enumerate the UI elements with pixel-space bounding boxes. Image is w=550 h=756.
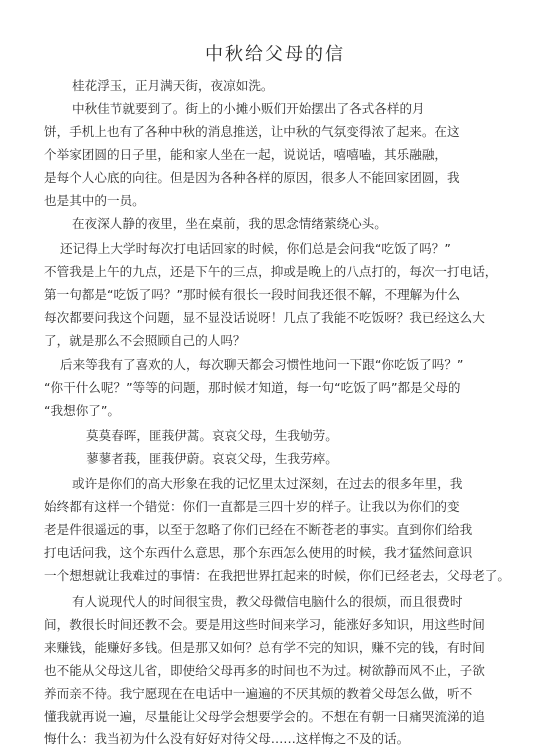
letter-line: 有人说现代人的时间很宝贵，教父母微信电脑什么的很烦，而且很费时 — [72, 594, 463, 609]
letter-line: 养而亲不待。我宁愿现在在电话中一遍遍的不厌其烦的教着父母怎么做，听不 — [44, 686, 473, 701]
letter-line: “你干什么呢？”等等的问题，那时候才知道，每一句“吃饭了吗”都是父母的 — [44, 380, 461, 395]
letter-line: 蓼蓼者莪，匪莪伊蔚。哀哀父母，生我劳瘁。 — [86, 451, 338, 466]
letter-line: 一个想想就让我难过的事情：在我把世界扛起来的时候，你们已经老去，父母老了。 — [44, 568, 510, 583]
letter-line: “我想你了”。 — [44, 403, 121, 418]
letter-line: 懂我就再说一遍，尽量能让父母学会想要学会的。不想在有朝一日痛哭流涕的追 — [44, 709, 485, 724]
letter-line: 了，就是那么不会照顾自己的人吗？ — [44, 333, 246, 348]
letter-line: 也是其中的一员。 — [44, 193, 145, 208]
letter-line: 是每个人心底的向往。但是因为各种各样的原因，很多人不能回家团圆，我 — [44, 170, 460, 185]
letter-line: 每次都要问我这个问题，显不显没话说呀！几点了我能不吃饭呀？我已经这么大 — [44, 310, 485, 325]
letter-line: 打电话问我，这个东西什么意思，那个东西怎么使用的时候，我才猛然间意识 — [44, 545, 473, 560]
letter-line: 桂花浮玉，正月满天街，夜凉如洗。 — [72, 78, 274, 93]
letter-line: 老是件很遥远的事，以至于忽略了你们已经在不断苍老的事实。直到你们给我 — [44, 522, 473, 537]
letter-line: 始终都有这样一个错觉：你们一直都是三四十岁的样子。让我以为你们的变 — [44, 499, 460, 514]
letter-title: 中秋给父母的信 — [205, 44, 345, 65]
letter-line: 还记得上大学时每次打电话回家的时候，你们总是会问我“吃饭了吗？” — [60, 241, 451, 256]
letter-line: 饼，手机上也有了各种中秋的消息推送，让中秋的气氛变得浓了起来。在这 — [44, 124, 460, 139]
letter-line: 个举家团圆的日子里，能和家人坐在一起，说说话，嘻嘻嗑，其乐融融， — [44, 147, 447, 162]
letter-line: 悔什么：我当初为什么没有好好对待父母……这样悔之不及的话。 — [44, 731, 410, 746]
letter-line: 也不能从父母这儿省，即使给父母再多的时间也不为过。树欲静而风不止，子欲 — [44, 663, 485, 678]
letter-line: 第一句都是“吃饭了吗？”那时候有很长一段时间我还很不解，不理解为什么 — [44, 287, 461, 302]
letter-line: 在夜深人静的夜里，坐在桌前，我的思念情绪萦绕心头。 — [72, 216, 387, 231]
letter-line: 或许是你们的高大形象在我的记忆里太过深刻，在过去的很多年里，我 — [72, 476, 463, 491]
letter-line: 间，教很长时间还教不会。要是用这些时间来学习，能涨好多知识，用这些时间 — [44, 617, 485, 632]
letter-line: 不管我是上午的九点，还是下午的三点，抑或是晚上的八点打的，每次一打电话， — [44, 264, 498, 279]
letter-line: 中秋佳节就要到了。街上的小摊小贩们开始摆出了各式各样的月 — [72, 101, 425, 116]
letter-line: 后来等我有了喜欢的人，每次聊天都会习惯性地问一下跟“你吃饭了吗？” — [60, 357, 464, 372]
letter-line: 来赚钱，能赚好多钱。但是那又如何？总有学不完的知识，赚不完的钱，有时间 — [44, 640, 485, 655]
letter-line: 莫莫春晖，匪莪伊蒿。哀哀父母，生我劬劳。 — [86, 428, 338, 443]
